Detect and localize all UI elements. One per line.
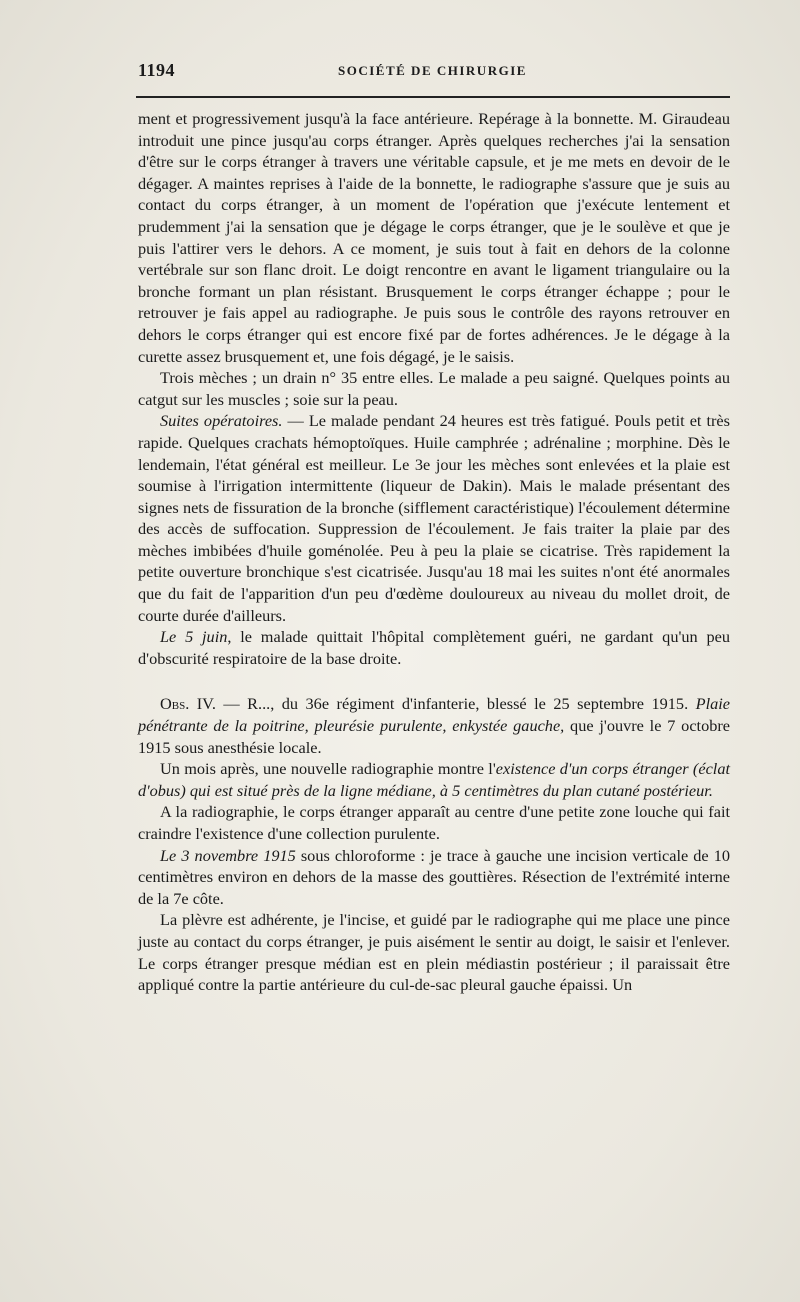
page-number: 1194 <box>138 60 176 80</box>
obs-label: Obs. IV. <box>160 694 216 714</box>
header-rule <box>136 96 730 98</box>
paragraph-8 <box>138 845 730 910</box>
section-gap <box>138 669 730 693</box>
paragraph-4-text: , le malade quittait l'hôpital complètement guéri, ne gardant qu'un peu d'obscurité respiratoire de la base droite. <box>138 627 730 668</box>
page-header <box>138 60 728 84</box>
paragraph-1: ment et progressivement jusqu'à la face antérieure. Repérage à la bonnette. M. Giraudeau introduit une pince jusqu'au corps étranger. Après quelques recherches j'ai la sensation d'être sur le corps étranger à travers une véritable capsule, et je me mets en devoir de le dégager. A maintes reprises à l'aide de la bonnette, le radiographe s'assure que je suis au contact du corps étranger, à un moment de l'opération que j'exécute lentement et prudemment j'ai la sensation que je dégage le corps étranger, que je le soulève et que je puis l'attirer vers le dehors. A ce moment, je suis tout à fait en dehors de la colonne vertébrale sur son flanc droit. Le doigt rencontre en avant le ligament triangulaire ou la bronche formant un plan résistant. Brusquement le corps étranger échappe ; pour le retrouver je fais appel au radiographe. Je puis sous le contrôle des rayons retrouver en dehors le corps étranger qui est encore fixé par de fortes adhérences. Je le dégage à la curette assez brusquement et, une fois dégagé, je le saisis. <box>138 109 730 366</box>
running-title: SOCIÉTÉ DE CHIRURGIE <box>338 63 527 78</box>
paragraph-3-text: — Le malade pendant 24 heures est très fatigué. Pouls petit et très rapide. Quelques crachats hémoptoïques. Huile camphrée ; adrénaline ; morphine. Dès le lendemain, l'état général est meilleur. Le 3e jour les mèches sont enlevées et la plaie est soumise à l'irrigation intermittente (liqueur de Dakin). Mais le malade présentant des signes nets de fissuration de la bronche (sifflement caractéristique) l'écoulement détermine des accès de suffocation. Suppression de l'écoulement. Je fais traiter la plaie par des mèches imbibées d'huile goménolée. Peu à peu la plaie se cicatrise. Très rapidement la petite ouverture bronchique s'est cicatrisée. Jusqu'au 18 mai les suites n'ont été anormales que du fait de l'apparition d'un peu d'œdème douloureux au niveau du mollet droit, de courte durée d'ailleurs. <box>138 411 730 625</box>
paragraph-7: A la radiographie, le corps étranger apparaît au centre d'une petite zone louche qui fait craindre l'existence d'une collection purulente. <box>138 802 730 843</box>
paragraph-3 <box>138 410 730 626</box>
paragraph-5-italic: Plaie pénétrante de la poitrine, pleurésie purulente, enkystée gauche, <box>138 694 730 736</box>
paragraph-6-italic: existence d'un corps étranger (éclat d'obus) qui est situé près de la ligne médiane, à 5 centimètres du plan cutané postérieur. <box>138 759 730 800</box>
suites-label: Suites opératoires. <box>160 411 283 431</box>
paragraph-4 <box>138 626 730 669</box>
paragraph-9: La plèvre est adhérente, je l'incise, et guidé par le radiographe qui me place une pince juste au contact du corps étranger, je puis aisément le sentir au doigt, le saisir et l'enlever. Le corps étranger presque médian est en plein médiastin postérieur ; il paraissait être appliqué contre la partie antérieure du cul-de-sac pleural gauche épaissi. Un <box>138 910 730 995</box>
date-juin: Le 5 juin <box>160 627 228 647</box>
paragraph-5-text-a: — R..., du 36e régiment d'infanterie, blessé le 25 septembre 1915. <box>215 694 696 714</box>
paragraph-5-text-b: que j'ouvre le 7 octobre 1915 sous anesthésie locale. <box>138 716 730 757</box>
paragraph-6 <box>138 758 730 801</box>
paragraph-2: Trois mèches ; un drain n° 35 entre elles. Le malade a peu saigné. Quelques points au catgut sur les muscles ; soie sur la peau. <box>138 368 730 409</box>
paragraph-8-text: sous chloroforme : je trace à gauche une incision verticale de 10 centimètres environ en dehors de la masse des gouttières. Résection de l'extrémité interne de la 7e côte. <box>138 845 730 908</box>
paragraph-5 <box>138 693 730 758</box>
paragraph-6-text: Un mois après, une nouvelle radiographie montre l' <box>160 759 496 779</box>
body-text <box>138 108 730 996</box>
date-novembre: Le 3 novembre 1915 <box>160 845 296 865</box>
